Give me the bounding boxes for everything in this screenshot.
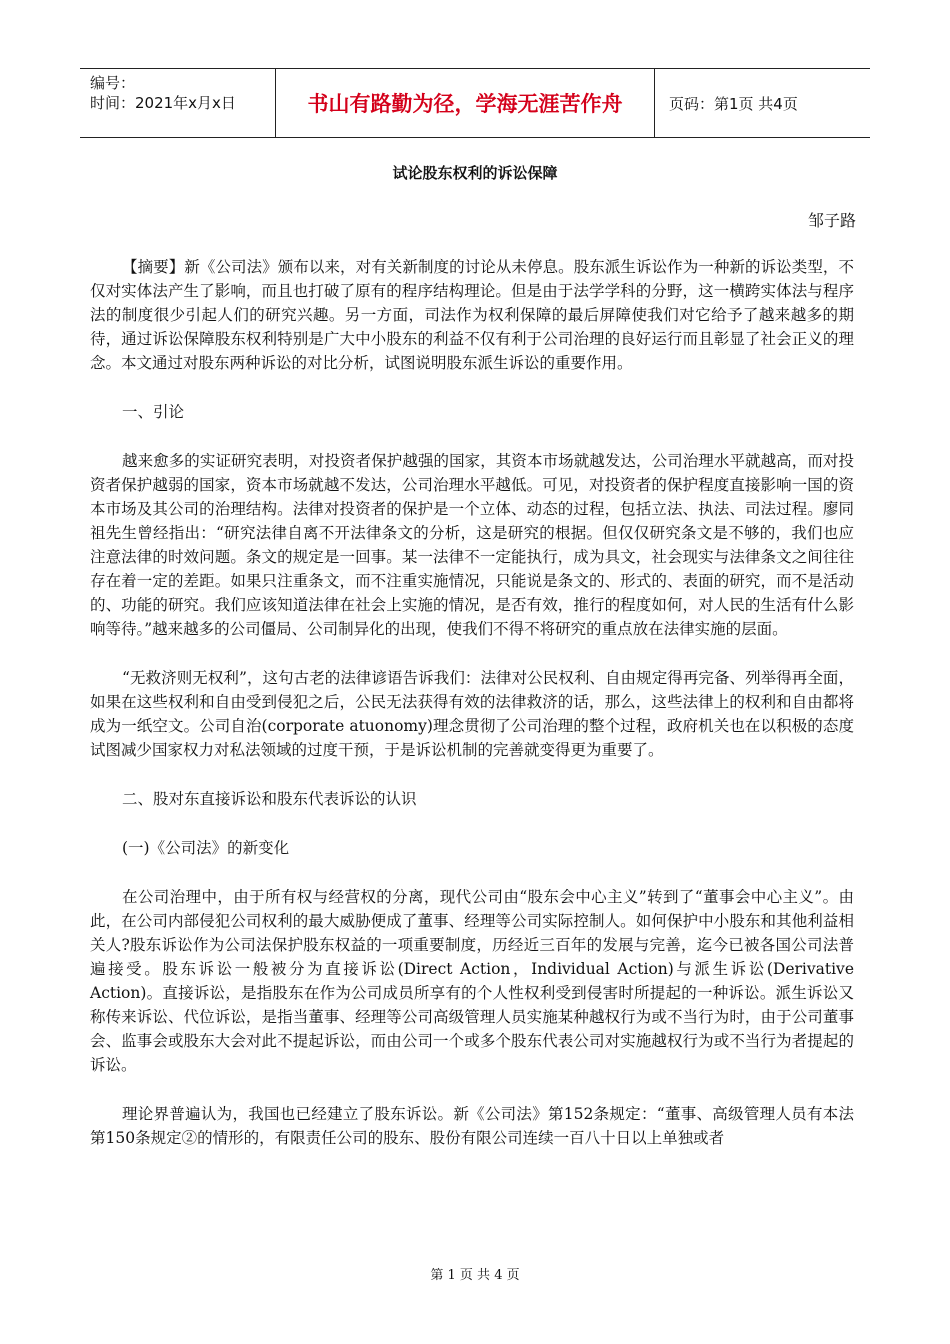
abstract-paragraph: 【摘要】新《公司法》颁布以来，对有关新制度的讨论从未停息。股东派生诉讼作为一种新的诉讼类型，不仅对实体法产生了影响，而且也打破了原有的程序结构理论。但是由于法学学科的分野，这一横跨实体法与程序法的制度很少引起人们的研究兴趣。另一方面，司法作为权利保障的最后屏障使我们对它给予了越来越多的期待，通过诉讼保障股东权利特别是广大中小股东的利益不仅有利于公司治理的良好运行而且彰显了社会正义的理念。本文通过对股东两种诉讼的对比分析，试图说明股东派生诉讼的重要作用。 [90, 258, 854, 372]
body-paragraph: “无救济则无权利”，这句古老的法律谚语告诉我们：法律对公民权利、自由规定得再完备、列举得再全面，如果在这些权利和自由受到侵犯之后，公民无法获得有效的法律救济的话，那么，这些法律上的权利和自由都将成为一纸空文。公司自治(corporate atuonomy)理念贯彻了公司治理的整个过程，政府机关也在以积极的态度试图减少国家权力对私法领域的过度干预，于是诉讼机制的完善就变得更为重要了。 [90, 669, 854, 759]
header-table [80, 68, 870, 138]
body-paragraph: 越来愈多的实证研究表明，对投资者保护越强的国家，其资本市场就越发达，公司治理水平就越高，而对投资者保护越弱的国家，资本市场就越不发达，公司治理水平越低。可见，对投资者的保护程度直接影响一国的资本市场及其公司的治理结构。法律对投资者的保护是一个立体、动态的过程，包括立法、执法、司法过程。廖同祖先生曾经指出：“研究法律自离不开法律条文的分析，这是研究的根据。但仅仅研究条文是不够的，我们也应注意法律的时效问题。条文的规定是一回事。某一法律不一定能执行，成为具文，社会现实与法律条文之间往往存在着一定的差距。如果只注重条文，而不注重实施情况，只能说是条文的、形式的、表面的研究，而不是活动的、功能的研究。我们应该知道法律在社会上实施的情况，是否有效，推行的程度如何，对人民的生活有什么影响等待。”越来越多的公司僵局、公司制异化的出现，使我们不得不将研究的重点放在法律实施的层面。 [90, 452, 854, 638]
header-meta [80, 69, 276, 137]
document-body [90, 255, 854, 1175]
section-heading-understanding: 二、股对东直接诉讼和股东代表诉讼的认识 [122, 790, 417, 808]
document-title: 试论股东权利的诉讼保障 [392, 164, 558, 182]
document-author: 邹子路 [807, 211, 856, 230]
section-heading-introduction: 一、引论 [122, 403, 185, 421]
document-number-label: 编号： [90, 74, 136, 92]
body-paragraph: 在公司治理中，由于所有权与经营权的分离，现代公司由“股东会中心主义”转到了“董事会中心主义”。由此，在公司内部侵犯公司权利的最大威胁便成了董事、经理等公司实际控制人。如何保护中小股东和其他利益相关人?股东诉讼作为公司法保护股东权益的一项重要制度，历经近三百年的发展与完善，迄今已被各国公司法普遍接受。股东诉讼一般被分为直接诉讼(Direct Action，Individual Action)与派生诉讼(Derivative Action)。直接诉讼，是指股东在作为公司成员所享有的个人性权利受到侵害时所提起的一种诉讼。派生诉讼又称传来诉讼、代位诉讼，是指当董事、经理等公司高级管理人员实施某种越权行为或不当行为时，由于公司董事会、监事会或股东大会对此不提起诉讼，而由公司一个或多个股东代表公司对实施越权行为或不当行为者提起的诉讼。 [90, 888, 854, 1074]
header-motto: 书山有路勤为径，学海无涯苦作舟 [276, 69, 655, 137]
subsection-heading: (一)《公司法》的新变化 [122, 839, 290, 857]
page-footer: 第 1 页 共 4 页 [430, 1268, 520, 1283]
header-page-label: 页码：第1页 共4页 [669, 94, 798, 113]
document-time-label: 时间：2021年x月x日 [90, 94, 236, 112]
body-paragraph: 理论界普遍认为，我国也已经建立了股东诉讼。新《公司法》第152条规定：“董事、高级管理人员有本法第150条规定②的情形的，有限责任公司的股东、股份有限公司连续一百八十日以上单独或者 [90, 1105, 854, 1147]
